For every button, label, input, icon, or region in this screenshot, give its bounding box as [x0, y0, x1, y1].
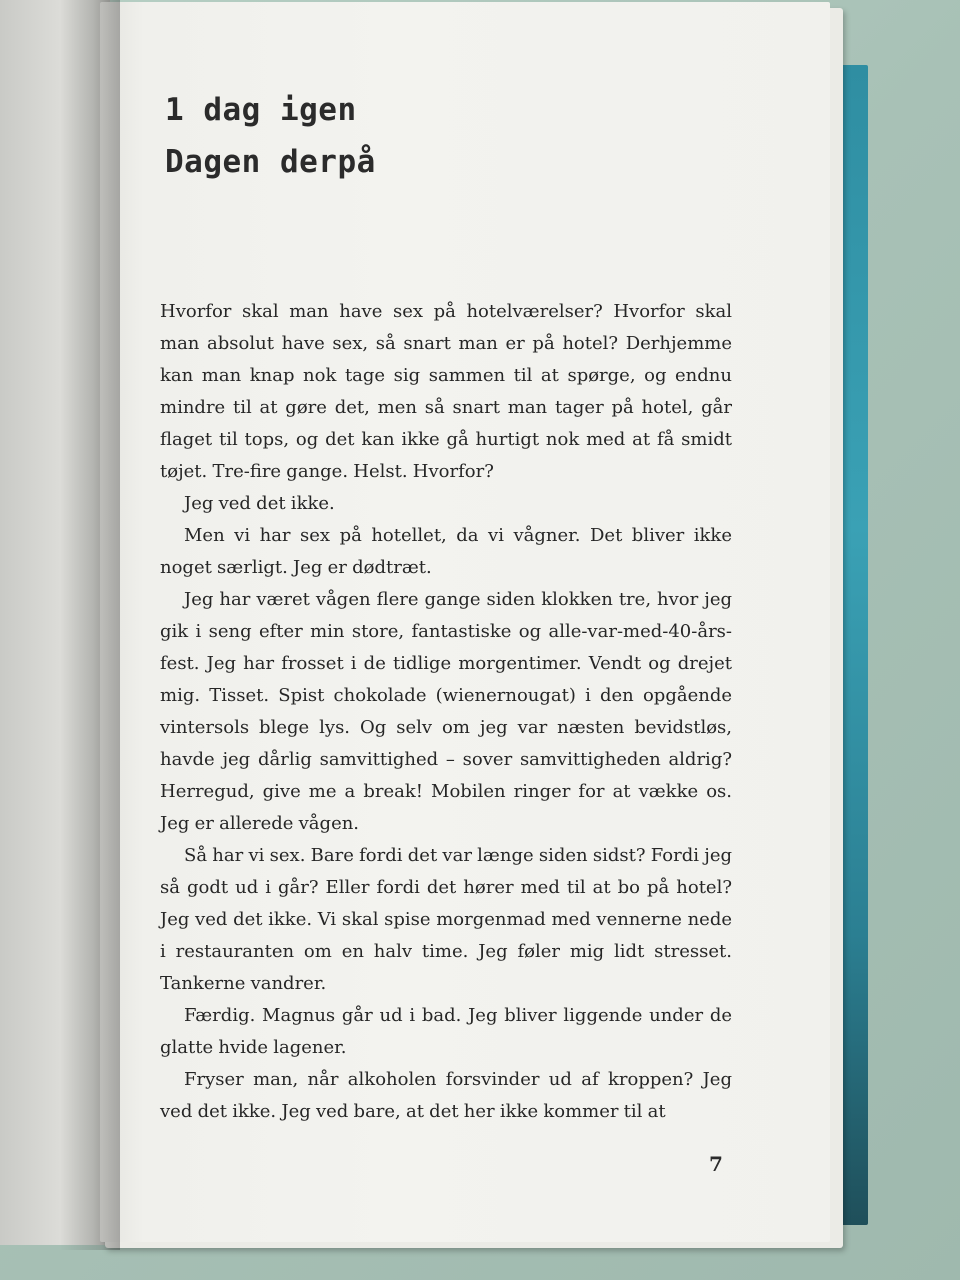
paragraph: Jeg ved det ikke. — [184, 493, 335, 514]
chapter-heading — [165, 84, 376, 188]
paragraph: Hvorfor skal man have sex på hotelværelser? Hvorfor skal man absolut have sex, så snart man er på hotel? Derhjemme kan man knap nok tage sig sammen til at spørge, og endnu mindre til at gøre det, men så snart man tager på hotel, går flaget til tops, og det kan ikke gå hurtigt nok med at få smidt tøjet. Tre-fire gange. Helst. Hvorfor? — [160, 301, 732, 482]
spine-shadow — [60, 0, 120, 1250]
body-text — [160, 296, 732, 1128]
paragraph: Jeg har været vågen flere gange siden klokken tre, hvor jeg gik i seng efter min store, fantastiske og alle-var-med-40-års-fest. Jeg har frosset i de tidlige morgentimer. Vendt og drejet mig. Tisset. Spist chokolade (wienernougat) i den opgående vintersols blege lys. Og selv om jeg var næsten bevidstløs, havde jeg dårlig samvittighed – sover samvittigheden aldrig? Herregud, give me a break! Mobilen ringer for at vække os. Jeg er allerede vågen. — [160, 589, 732, 834]
paragraph: Men vi har sex på hotellet, da vi vågner. Det bliver ikke noget særligt. Jeg er dødtræt. — [160, 525, 732, 578]
paragraph: Færdig. Magnus går ud i bad. Jeg bliver liggende under de glatte hvide lagener. — [160, 1005, 732, 1058]
chapter-title-line-1: 1 dag igen — [165, 92, 357, 128]
chapter-title-line-2: Dagen derpå — [165, 144, 376, 180]
paragraph: Fryser man, når alkoholen forsvinder ud af kroppen? Jeg ved det ikke. Jeg ved bare, at det her ikke kommer til at — [160, 1069, 732, 1122]
paragraph: Så har vi sex. Bare fordi det var længe siden sidst? Fordi jeg så godt ud i går? Eller fordi det hører med til at bo på hotel? Jeg ved det ikke. Vi skal spise morgenmad med vennerne nede i restauranten om en halv time. Jeg føler mig lidt stresset. Tankerne vandrer. — [160, 845, 732, 994]
page-number: 7 — [709, 1152, 723, 1176]
